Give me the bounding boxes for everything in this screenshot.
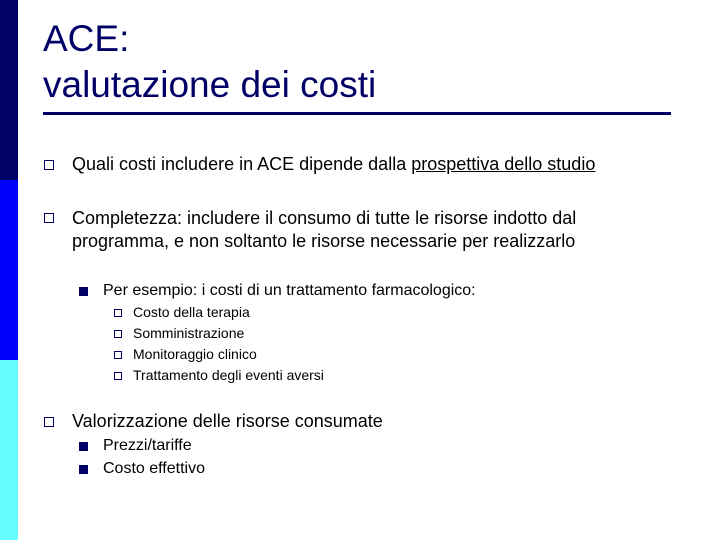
completeness-line-1: Completezza: includere il consumo di tutte le risorse indotto dal (72, 208, 577, 228)
small-square-bullet-icon (114, 309, 122, 317)
small-square-bullet-icon (114, 372, 122, 380)
filled-square-bullet-icon (79, 442, 88, 451)
small-square-bullet-icon (114, 330, 122, 338)
side-band-blue (0, 180, 18, 360)
cost-item: Monitoraggio clinico (133, 346, 257, 362)
bullet-perspective-text: Quali costi includere in ACE dipende dalla (72, 154, 412, 174)
example-subbullet: Per esempio: i costi di un trattamento farmacologico: (103, 282, 476, 299)
square-bullet-icon (44, 417, 54, 427)
completeness-line-2: programma, e non soltanto le risorse necessarie per realizzarlo (72, 231, 576, 251)
side-band-navy (0, 0, 18, 180)
cost-item: Somministrazione (133, 325, 245, 341)
small-square-bullet-icon (114, 351, 122, 359)
bullet-perspective (72, 153, 682, 176)
slide-title (43, 16, 683, 108)
cost-item: Trattamento degli eventi aversi (133, 367, 324, 383)
perspective-link[interactable]: prospettiva dello studio (411, 154, 596, 174)
title-line-1: ACE: (43, 18, 130, 59)
bullet-valuation: Valorizzazione delle risorse consumate (72, 411, 383, 431)
filled-square-bullet-icon (79, 465, 88, 474)
side-band-cyan (0, 360, 18, 540)
cost-item: Costo della terapia (133, 304, 250, 320)
valuation-item: Costo effettivo (103, 460, 205, 477)
title-divider (43, 112, 671, 115)
filled-square-bullet-icon (79, 287, 88, 296)
bullet-completeness (72, 207, 682, 253)
valuation-item: Prezzi/tariffe (103, 437, 192, 454)
square-bullet-icon (44, 160, 54, 170)
title-line-2: valutazione dei costi (43, 64, 377, 105)
square-bullet-icon (44, 213, 54, 223)
